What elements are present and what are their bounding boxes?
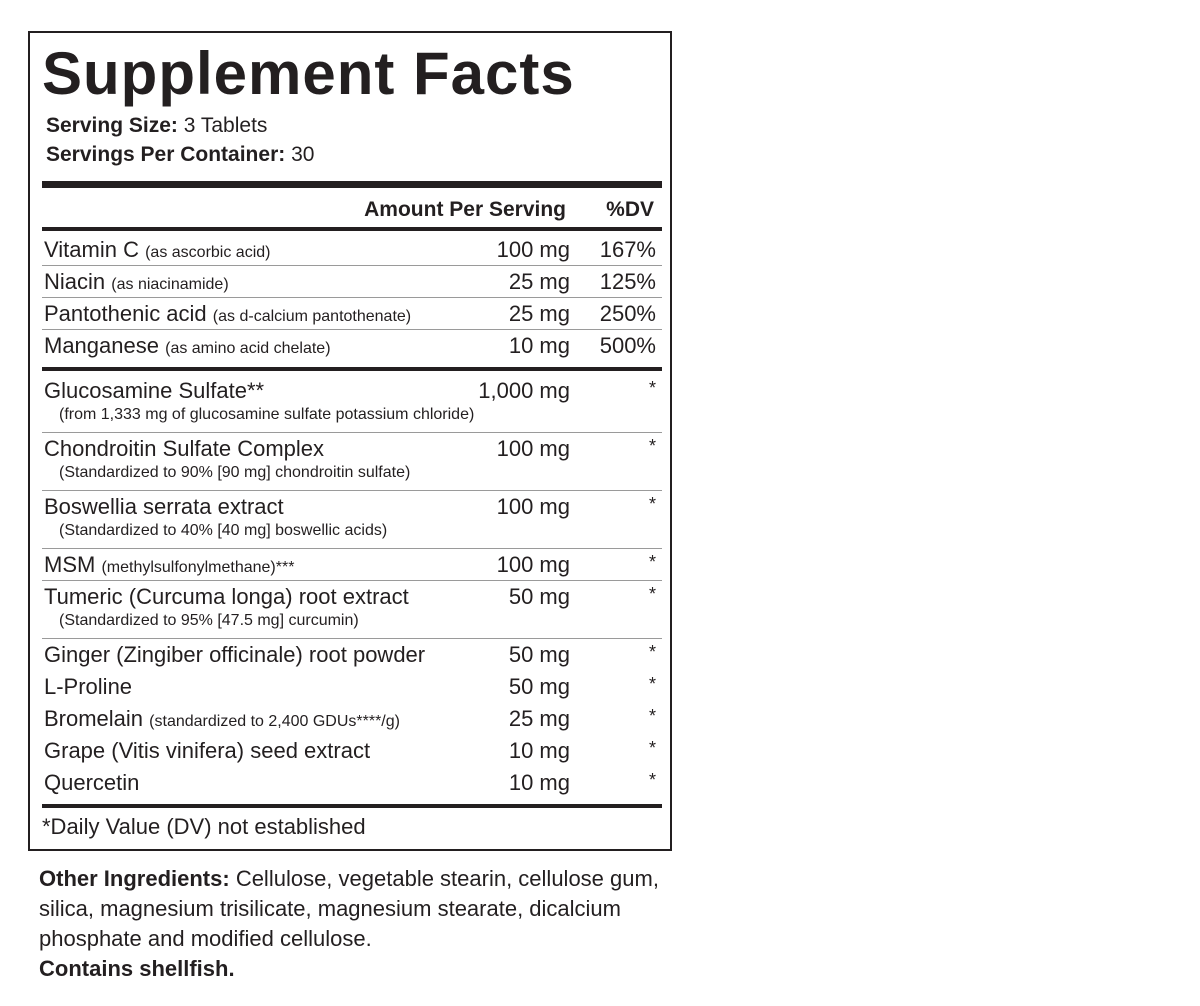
nutrient-name-text: L-Proline [44, 674, 133, 699]
nutrient-amount: 100 mg [496, 494, 570, 519]
rule-bottom [42, 804, 662, 808]
nutrient-name [44, 705, 400, 735]
nutrient-amount: 100 mg [496, 436, 570, 461]
nutrient-row [42, 491, 662, 549]
nutrient-detail: (Standardized to 40% [40 mg] boswellic acids) [59, 522, 388, 539]
nutrient-dv: * [648, 378, 656, 398]
nutrient-name [44, 236, 270, 266]
nutrient-name-text: Manganese [44, 333, 159, 358]
nutrient-dv: * [648, 494, 656, 514]
nutrient-name-text: Niacin [44, 269, 106, 294]
nutrient-row [42, 639, 662, 671]
nutrient-name [44, 268, 229, 298]
nutrient-name [44, 737, 370, 764]
nutrient-dv: * [648, 436, 656, 456]
supplement-facts-panel [28, 31, 672, 851]
nutrient-name [44, 435, 324, 462]
header-dv: %DV [606, 198, 654, 221]
nutrient-amount: 50 mg [508, 584, 570, 609]
nutrient-name [44, 673, 132, 700]
nutrient-name-text: Tumeric (Curcuma longa) root extract [44, 584, 409, 609]
nutrient-dv: * [648, 770, 656, 790]
nutrient-name [44, 769, 139, 796]
nutrient-row [42, 298, 662, 330]
serving-size [46, 113, 267, 139]
nutrient-detail: (Standardized to 95% [47.5 mg] curcumin) [59, 612, 359, 629]
nutrient-amount: 10 mg [508, 333, 570, 358]
nutrient-note: (as niacinamide) [111, 276, 229, 293]
nutrient-row [42, 330, 662, 362]
serving-size-value: 3 Tablets [183, 114, 268, 137]
nutrient-row [42, 234, 662, 266]
nutrient-row [42, 375, 662, 433]
nutrient-amount: 25 mg [508, 706, 570, 731]
thick-rule-top [42, 181, 662, 188]
header-amount: Amount Per Serving [364, 198, 566, 221]
nutrient-dv: * [648, 552, 656, 572]
nutrient-name-text: Glucosamine Sulfate** [44, 378, 265, 403]
nutrient-row [42, 266, 662, 298]
other-ingredients-text: Cellulose, vegetable stearin, cellulose gum, silica, magnesium trisilicate, magnesium stearate, dicalcium phosphate and modified cellulose. [39, 866, 659, 951]
nutrient-row [42, 671, 662, 703]
nutrient-name [44, 583, 409, 610]
nutrient-name-text: Ginger (Zingiber officinale) root powder [44, 642, 426, 667]
nutrient-dv: * [648, 706, 656, 726]
nutrient-note: (methylsulfonylmethane)*** [101, 559, 295, 576]
serving-size-label: Serving Size: [46, 114, 178, 137]
nutrient-row [42, 549, 662, 581]
nutrient-name-text: Pantothenic acid [44, 301, 207, 326]
nutrient-amount: 25 mg [508, 269, 570, 294]
nutrient-note: (as ascorbic acid) [145, 244, 271, 261]
nutrient-dv: 125% [599, 269, 656, 294]
nutrient-detail: (from 1,333 mg of glucosamine sulfate potassium chloride) [59, 406, 475, 423]
nutrient-name [44, 551, 294, 581]
nutrient-name [44, 300, 411, 330]
servings-per-container [46, 142, 314, 168]
nutrient-name-text: Grape (Vitis vinifera) seed extract [44, 738, 371, 763]
nutrient-amount: 50 mg [508, 642, 570, 667]
nutrient-dv: * [648, 584, 656, 604]
nutrient-dv: 500% [599, 333, 656, 358]
nutrient-row [42, 581, 662, 639]
nutrient-name-text: Vitamin C [44, 237, 139, 262]
nutrient-name-text: Bromelain [44, 706, 144, 731]
nutrient-amount: 25 mg [508, 301, 570, 326]
nutrient-amount: 10 mg [508, 738, 570, 763]
allergen-statement: Contains shellfish. [39, 956, 235, 981]
nutrient-row [42, 767, 662, 799]
nutrient-dv: 250% [599, 301, 656, 326]
nutrient-dv: 167% [599, 237, 656, 262]
nutrient-dv: * [648, 642, 656, 662]
nutrient-name-text: Chondroitin Sulfate Complex [44, 436, 325, 461]
dv-footnote: *Daily Value (DV) not established [42, 814, 366, 839]
rule-under-header [42, 227, 662, 231]
nutrient-name [44, 641, 425, 668]
nutrient-name [44, 493, 284, 520]
nutrient-name [44, 332, 331, 362]
nutrient-row [42, 703, 662, 735]
nutrient-row [42, 433, 662, 491]
servings-per-container-value: 30 [291, 143, 315, 166]
nutrient-name-text: Boswellia serrata extract [44, 494, 284, 519]
rule-under-vitamins [42, 367, 662, 371]
nutrient-note: (as d-calcium pantothenate) [212, 308, 412, 325]
nutrient-note: (as amino acid chelate) [165, 340, 331, 357]
nutrient-name [44, 377, 264, 404]
nutrient-dv: * [648, 674, 656, 694]
nutrient-amount: 10 mg [508, 770, 570, 795]
other-ingredients-label: Other Ingredients: [39, 866, 230, 891]
nutrient-name-text: Quercetin [44, 770, 140, 795]
servings-per-container-label: Servings Per Container: [46, 143, 286, 166]
nutrient-dv: * [648, 738, 656, 758]
nutrient-row [42, 735, 662, 767]
nutrient-name-text: MSM [44, 552, 96, 577]
nutrient-note: (standardized to 2,400 GDUs****/g) [149, 713, 400, 730]
nutrient-detail: (Standardized to 90% [90 mg] chondroitin sulfate) [59, 464, 411, 481]
panel-title: Supplement Facts [42, 40, 575, 107]
other-ingredients [39, 864, 679, 984]
nutrient-amount: 100 mg [496, 552, 570, 577]
nutrient-amount: 1,000 mg [478, 378, 570, 403]
nutrient-amount: 100 mg [496, 237, 570, 262]
nutrient-amount: 50 mg [508, 674, 570, 699]
